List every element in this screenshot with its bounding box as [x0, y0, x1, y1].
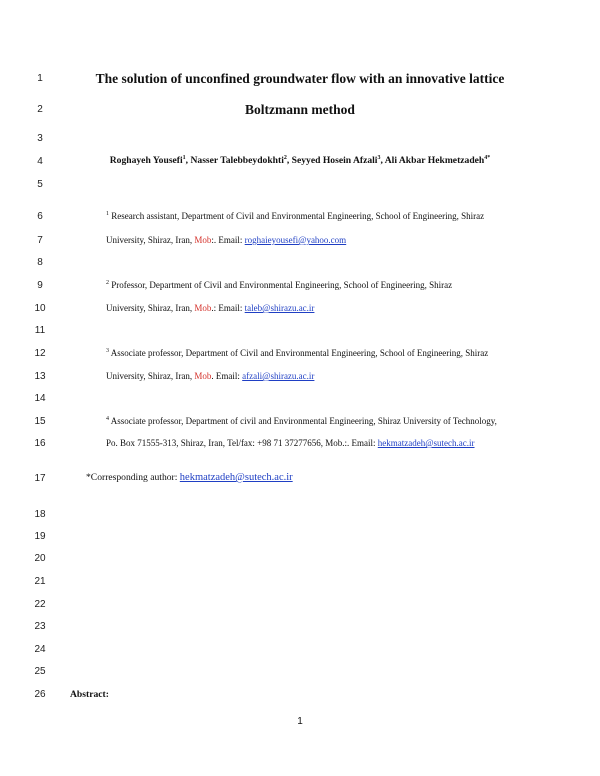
line-number: 24 — [34, 644, 46, 655]
line-number: 1 — [37, 73, 43, 84]
line-number: 21 — [34, 576, 46, 587]
affiliation-4-line-1: $^4$ Associate professor, Department of civil and Environmental Engineering, Shiraz University of Technology, — [106, 416, 497, 426]
author-name: Roghayeh Yousefi — [109, 155, 183, 167]
line-number: 17 — [34, 473, 46, 484]
author-name: Nasser Talebbeydokhti — [190, 155, 284, 167]
line-number: 3 — [37, 133, 43, 144]
author-affiliation-mark: 1 — [182, 155, 186, 161]
author-name: Seyyed Hosein Afzali — [291, 155, 378, 167]
mob-label: Mob — [194, 303, 212, 313]
line-number: 15 — [34, 416, 46, 427]
line-number: 12 — [34, 348, 46, 359]
paper-title-line-2: Boltzmann method — [245, 102, 355, 117]
line-number: 11 — [34, 325, 46, 336]
affiliation-3-line-1: $^3$ Associate professor, Department of Civil and Environmental Engineering, School of Engineering, Shiraz — [106, 348, 489, 358]
abstract-heading: Abstract: — [70, 689, 109, 700]
line-number: 10 — [34, 303, 46, 314]
corresponding-email-link[interactable]: hekmatzadeh@sutech.ac.ir — [179, 472, 293, 483]
line-number: 22 — [34, 599, 46, 610]
line-number: 23 — [34, 621, 46, 632]
author-affiliation-mark: 2 — [283, 155, 287, 161]
affiliation-1-line-2: University, Shiraz, Iran, Mob:. Email: roghaieyousefi@yahoo.com — [106, 235, 347, 245]
email-link[interactable]: hekmatzadeh@sutech.ac.ir — [377, 438, 475, 448]
line-number: 14 — [34, 393, 46, 404]
page-number: 1 — [297, 716, 303, 727]
author-list: Roghayeh Yousefi$^1$, Nasser Talebbeydokhti$^2$, Seyyed Hosein Afzali$^3$, Ali Akbar Hekmetzadeh$^{4*}$ — [109, 155, 491, 167]
author-name: Ali Akbar Hekmetzadeh — [384, 155, 485, 167]
mob-label: Mob — [194, 235, 212, 245]
email-link[interactable]: taleb@shirazu.ac.ir — [244, 303, 315, 313]
line-number: 5 — [37, 179, 43, 190]
affiliation-1-line-1: $^1$ Research assistant, Department of Civil and Environmental Engineering, School of Engineering, Shiraz — [106, 211, 485, 221]
line-number: 13 — [34, 371, 46, 382]
affiliation-4-line-2: Po. Box 71555-313, Shiraz, Iran, Tel/fax: +98 71 37277656, Mob.:. Email: hekmatzadeh@sutech.ac.ir — [106, 438, 475, 448]
line-number: 2 — [37, 104, 43, 115]
line-number: 20 — [34, 553, 46, 564]
mob-label: Mob — [194, 371, 212, 381]
line-number: 26 — [34, 689, 46, 700]
line-number: 4 — [37, 156, 43, 167]
affiliation-2-line-1: $^2$ Professor, Department of Civil and Environmental Engineering, School of Engineering, Shiraz — [106, 280, 453, 290]
corresponding-author: *Corresponding author: hekmatzadeh@sutech.ac.ir — [86, 472, 293, 483]
affiliation-2-line-2: University, Shiraz, Iran, Mob.: Email: taleb@shirazu.ac.ir — [106, 303, 315, 313]
line-number: 8 — [37, 257, 43, 268]
line-number: 9 — [37, 280, 43, 291]
line-number: 6 — [37, 211, 43, 222]
email-link[interactable]: afzali@shirazu.ac.ir — [242, 371, 315, 381]
affiliation-3-line-2: University, Shiraz, Iran, Mob. Email: afzali@shirazu.ac.ir — [106, 371, 315, 381]
author-affiliation-mark: 3 — [377, 155, 381, 161]
line-number: 19 — [34, 531, 46, 542]
line-number: 18 — [34, 509, 46, 520]
author-affiliation-mark: 4* — [484, 155, 491, 161]
line-number: 16 — [34, 438, 46, 449]
line-number: 25 — [34, 666, 46, 677]
paper-title-line-1: The solution of unconfined groundwater flow with an innovative lattice — [95, 71, 505, 86]
email-link[interactable]: roghaieyousefi@yahoo.com — [244, 235, 347, 245]
line-number: 7 — [37, 235, 43, 246]
